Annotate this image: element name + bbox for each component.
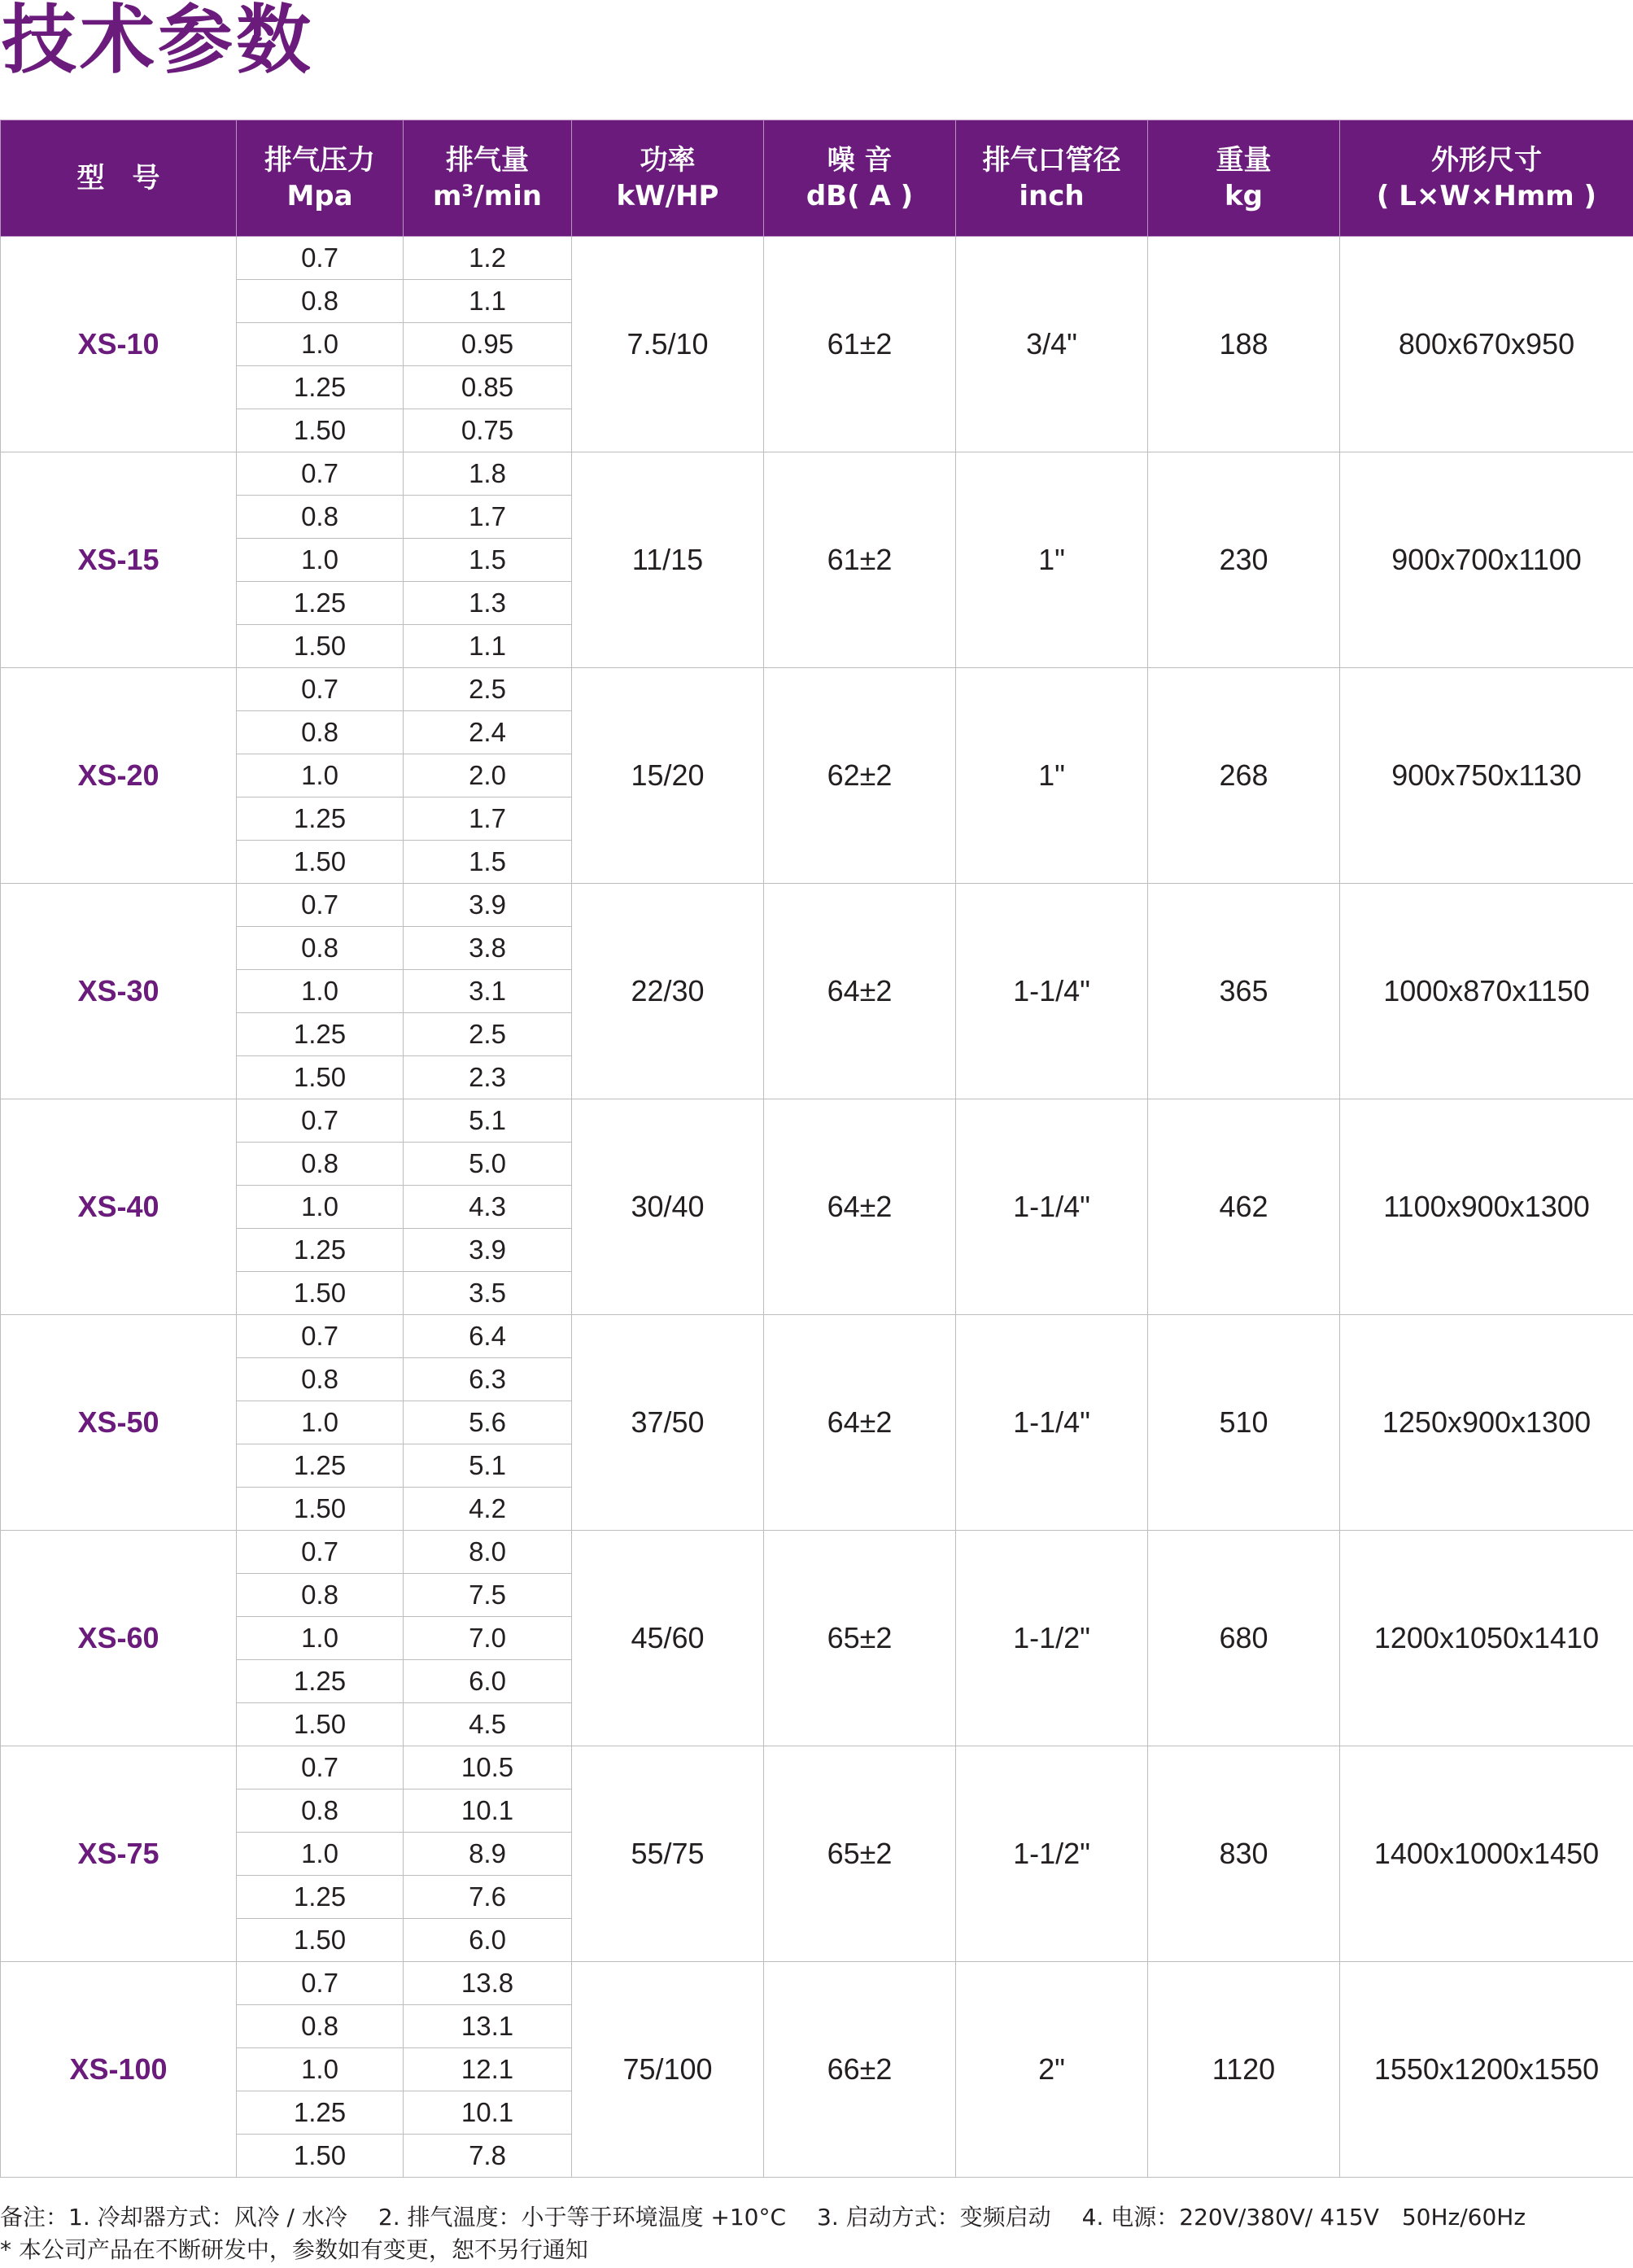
table-row: [1, 1315, 1633, 1358]
page-title: 技术参数: [2, 0, 315, 84]
header-dimensions: [1340, 120, 1633, 237]
pressure-cell: 1.50: [237, 625, 404, 668]
pressure-cell: 1.25: [237, 366, 404, 409]
flow-cell: 4.5: [404, 1703, 572, 1746]
power-cell: 45/60: [572, 1531, 764, 1746]
pressure-cell: 1.25: [237, 1013, 404, 1056]
pressure-cell: 0.8: [237, 711, 404, 754]
power-cell: 22/30: [572, 884, 764, 1099]
flow-cell: 0.85: [404, 366, 572, 409]
flow-cell: 6.0: [404, 1919, 572, 1962]
flow-cell: 5.0: [404, 1143, 572, 1186]
pressure-cell: 1.25: [237, 1444, 404, 1488]
power-cell: 11/15: [572, 452, 764, 668]
flow-cell: 1.1: [404, 280, 572, 323]
dimensions-cell: 800x670x950: [1340, 237, 1633, 452]
weight-cell: 268: [1148, 668, 1340, 884]
noise-cell: 66±2: [764, 1962, 956, 2178]
flow-cell: 5.1: [404, 1444, 572, 1488]
pressure-cell: 1.50: [237, 1703, 404, 1746]
model-cell: XS-50: [1, 1315, 237, 1531]
outlet-cell: 1-1/4": [956, 1099, 1148, 1315]
flow-cell: 1.7: [404, 798, 572, 841]
dimensions-cell: 1400x1000x1450: [1340, 1746, 1633, 1962]
pressure-cell: 0.8: [237, 496, 404, 539]
noise-cell: 64±2: [764, 1315, 956, 1531]
pressure-cell: 0.7: [237, 668, 404, 711]
pressure-cell: 0.8: [237, 1789, 404, 1833]
outlet-cell: 3/4": [956, 237, 1148, 452]
flow-cell: 1.7: [404, 496, 572, 539]
table-header: [1, 120, 1633, 237]
pressure-cell: 1.25: [237, 1660, 404, 1703]
flow-cell: 5.1: [404, 1099, 572, 1143]
pressure-cell: 1.0: [237, 1833, 404, 1876]
pressure-cell: 0.8: [237, 1358, 404, 1401]
model-cell: XS-60: [1, 1531, 237, 1746]
dimensions-cell: 1000x870x1150: [1340, 884, 1633, 1099]
outlet-cell: 1-1/4": [956, 1315, 1148, 1531]
noise-cell: 61±2: [764, 237, 956, 452]
table-row: [1, 884, 1633, 927]
flow-cell: 10.1: [404, 2091, 572, 2135]
header-weight-label: 重量: [1216, 144, 1272, 177]
table-row: [1, 1531, 1633, 1574]
flow-cell: 3.5: [404, 1272, 572, 1315]
note-item: 3. 启动方式：变频启动: [817, 2204, 1051, 2231]
notes-prefix: 备注：: [0, 2204, 69, 2231]
flow-cell: 1.5: [404, 539, 572, 582]
header-dimensions-label: 外形尺寸: [1431, 144, 1542, 177]
header-outlet-label: 排气口管径: [982, 144, 1121, 177]
header-pressure-label: 排气压力: [264, 144, 375, 177]
header-flow-label: 排气量: [446, 144, 529, 177]
pressure-cell: 1.50: [237, 1056, 404, 1099]
table-row: [1, 1746, 1633, 1789]
dimensions-cell: 1200x1050x1410: [1340, 1531, 1633, 1746]
table-row: [1, 237, 1633, 280]
power-cell: 75/100: [572, 1962, 764, 2178]
flow-cell: 1.8: [404, 452, 572, 496]
pressure-cell: 1.0: [237, 323, 404, 366]
noise-cell: 61±2: [764, 452, 956, 668]
model-cell: XS-40: [1, 1099, 237, 1315]
weight-cell: 230: [1148, 452, 1340, 668]
pressure-cell: 1.0: [237, 2048, 404, 2091]
header-model-label: 型 号: [76, 162, 160, 194]
table-body: [1, 237, 1633, 2178]
power-cell: 7.5/10: [572, 237, 764, 452]
flow-cell: 8.9: [404, 1833, 572, 1876]
header-outlet-unit: inch: [1019, 180, 1085, 212]
model-cell: XS-15: [1, 452, 237, 668]
flow-cell: 0.95: [404, 323, 572, 366]
header-power-unit: kW/HP: [616, 180, 719, 212]
pressure-cell: 0.7: [237, 1315, 404, 1358]
pressure-cell: 1.50: [237, 841, 404, 884]
noise-cell: 64±2: [764, 1099, 956, 1315]
header-flow: [404, 120, 572, 237]
note-item: 2. 排气温度：小于等于环境温度 +10°C: [378, 2204, 787, 2231]
pressure-cell: 1.25: [237, 2091, 404, 2135]
outlet-cell: 2": [956, 1962, 1148, 2178]
power-cell: 15/20: [572, 668, 764, 884]
flow-cell: 13.1: [404, 2005, 572, 2048]
power-cell: 37/50: [572, 1315, 764, 1531]
noise-cell: 65±2: [764, 1746, 956, 1962]
table-row: [1, 1962, 1633, 2005]
pressure-cell: 1.0: [237, 1186, 404, 1229]
flow-cell: 13.8: [404, 1962, 572, 2005]
header-weight-unit: kg: [1225, 180, 1263, 212]
model-cell: XS-20: [1, 668, 237, 884]
weight-cell: 188: [1148, 237, 1340, 452]
pressure-cell: 1.50: [237, 1272, 404, 1315]
flow-cell: 2.0: [404, 754, 572, 798]
pressure-cell: 0.7: [237, 1099, 404, 1143]
noise-cell: 65±2: [764, 1531, 956, 1746]
note-item: 1. 冷却器方式：风冷 / 水冷: [68, 2204, 347, 2231]
notes: [0, 2201, 1633, 2266]
power-cell: 30/40: [572, 1099, 764, 1315]
pressure-cell: 0.8: [237, 280, 404, 323]
header-power-label: 功率: [640, 144, 696, 177]
flow-cell: 2.5: [404, 668, 572, 711]
note-item: 4. 电源：220V/380V/ 415V 50Hz/60Hz: [1081, 2204, 1526, 2231]
header-noise-label: 噪 音: [827, 144, 893, 177]
outlet-cell: 1": [956, 452, 1148, 668]
flow-cell: 7.5: [404, 1574, 572, 1617]
pressure-cell: 0.7: [237, 237, 404, 280]
model-cell: XS-30: [1, 884, 237, 1099]
flow-cell: 3.8: [404, 927, 572, 970]
pressure-cell: 1.50: [237, 409, 404, 452]
flow-cell: 1.1: [404, 625, 572, 668]
pressure-cell: 0.8: [237, 927, 404, 970]
header-model: [1, 120, 237, 237]
model-cell: XS-100: [1, 1962, 237, 2178]
notes-disclaimer: * 本公司产品在不断研发中，参数如有变更，恕不另行通知: [0, 2236, 588, 2263]
dimensions-cell: 900x700x1100: [1340, 452, 1633, 668]
flow-cell: 10.5: [404, 1746, 572, 1789]
flow-cell: 7.0: [404, 1617, 572, 1660]
outlet-cell: 1-1/4": [956, 884, 1148, 1099]
weight-cell: 1120: [1148, 1962, 1340, 2178]
flow-cell: 6.4: [404, 1315, 572, 1358]
header-noise: [764, 120, 956, 237]
pressure-cell: 0.8: [237, 2005, 404, 2048]
header-noise-unit: dB( A ): [806, 180, 914, 212]
dimensions-cell: 1550x1200x1550: [1340, 1962, 1633, 2178]
header-pressure: [237, 120, 404, 237]
pressure-cell: 0.7: [237, 452, 404, 496]
flow-cell: 7.8: [404, 2135, 572, 2178]
model-cell: XS-10: [1, 237, 237, 452]
weight-cell: 830: [1148, 1746, 1340, 1962]
pressure-cell: 0.7: [237, 1962, 404, 2005]
flow-cell: 6.3: [404, 1358, 572, 1401]
weight-cell: 510: [1148, 1315, 1340, 1531]
pressure-cell: 1.25: [237, 798, 404, 841]
flow-cell: 3.9: [404, 1229, 572, 1272]
weight-cell: 462: [1148, 1099, 1340, 1315]
pressure-cell: 0.8: [237, 1143, 404, 1186]
notes-line: [0, 2201, 1633, 2234]
spec-table: [0, 120, 1633, 2178]
pressure-cell: 1.50: [237, 1488, 404, 1531]
header-flow-unit: m³/min: [432, 180, 543, 212]
flow-cell: 2.3: [404, 1056, 572, 1099]
flow-cell: 1.3: [404, 582, 572, 625]
flow-cell: 2.4: [404, 711, 572, 754]
pressure-cell: 1.25: [237, 582, 404, 625]
dimensions-cell: 1250x900x1300: [1340, 1315, 1633, 1531]
flow-cell: 3.1: [404, 970, 572, 1013]
flow-cell: 10.1: [404, 1789, 572, 1833]
pressure-cell: 0.7: [237, 884, 404, 927]
pressure-cell: 1.0: [237, 970, 404, 1013]
model-cell: XS-75: [1, 1746, 237, 1962]
pressure-cell: 1.25: [237, 1876, 404, 1919]
pressure-cell: 0.7: [237, 1746, 404, 1789]
pressure-cell: 1.0: [237, 1401, 404, 1444]
noise-cell: 64±2: [764, 884, 956, 1099]
flow-cell: 12.1: [404, 2048, 572, 2091]
table-row: [1, 452, 1633, 496]
flow-cell: 1.5: [404, 841, 572, 884]
header-weight: [1148, 120, 1340, 237]
power-cell: 55/75: [572, 1746, 764, 1962]
pressure-cell: 1.50: [237, 1919, 404, 1962]
noise-cell: 62±2: [764, 668, 956, 884]
pressure-cell: 0.8: [237, 1574, 404, 1617]
pressure-cell: 0.7: [237, 1531, 404, 1574]
header-power: [572, 120, 764, 237]
flow-cell: 5.6: [404, 1401, 572, 1444]
table-row: [1, 668, 1633, 711]
pressure-cell: 1.50: [237, 2135, 404, 2178]
header-dimensions-unit: ( L×W×Hmm ): [1376, 180, 1597, 212]
flow-cell: 2.5: [404, 1013, 572, 1056]
header-pressure-unit: Mpa: [286, 180, 353, 212]
flow-cell: 8.0: [404, 1531, 572, 1574]
flow-cell: 4.2: [404, 1488, 572, 1531]
table-row: [1, 1099, 1633, 1143]
pressure-cell: 1.25: [237, 1229, 404, 1272]
dimensions-cell: 900x750x1130: [1340, 668, 1633, 884]
flow-cell: 7.6: [404, 1876, 572, 1919]
outlet-cell: 1": [956, 668, 1148, 884]
outlet-cell: 1-1/2": [956, 1531, 1148, 1746]
dimensions-cell: 1100x900x1300: [1340, 1099, 1633, 1315]
flow-cell: 3.9: [404, 884, 572, 927]
pressure-cell: 1.0: [237, 754, 404, 798]
pressure-cell: 1.0: [237, 1617, 404, 1660]
outlet-cell: 1-1/2": [956, 1746, 1148, 1962]
weight-cell: 365: [1148, 884, 1340, 1099]
header-outlet: [956, 120, 1148, 237]
weight-cell: 680: [1148, 1531, 1340, 1746]
flow-cell: 1.2: [404, 237, 572, 280]
header-row: [1, 120, 1633, 237]
flow-cell: 0.75: [404, 409, 572, 452]
pressure-cell: 1.0: [237, 539, 404, 582]
flow-cell: 4.3: [404, 1186, 572, 1229]
flow-cell: 6.0: [404, 1660, 572, 1703]
